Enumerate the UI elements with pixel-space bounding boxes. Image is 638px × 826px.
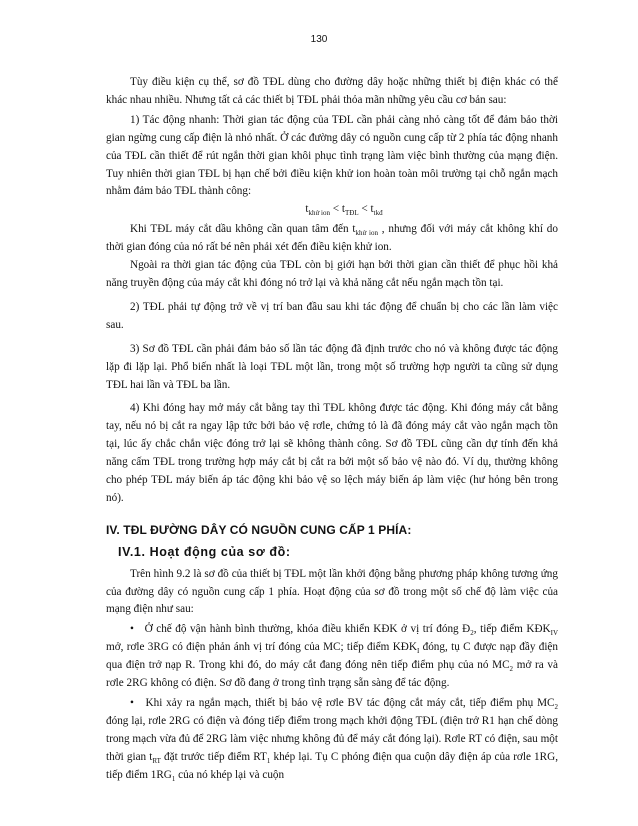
paragraph-requirement-1: 1) Tác động nhanh: Thời gian tác động của TĐL cần phải càng nhỏ càng tốt để đảm bảo thời gian ngừng cung cấp điện là nhỏ nhất. Ở các đường dây có nguồn cung cấp từ 2 phía tác động nhanh của TĐL cần thiết để rút ngắn thời gian khôi phục tình trạng làm việc bình thường của mạng điện. Tuy nhiên thời gian TĐL bị hạn chế bởi điều kiện khử ion hoàn toàn môi trường tại chỗ ngắn mạch nhằm đảm bảo TĐL thành công: xyxy=(106,113,558,198)
bullet-short-circuit: • Khi xảy ra ngắn mạch, thiết bị bảo vệ rơle BV tác động cắt máy cắt, tiếp điểm phụ $MC_2$ đóng lại, rơle 2RG có điện và đóng tiếp điểm trong mạch khởi động TĐL (điện trở R1 hạn chế dòng trong mạch vừa đủ để 2RG làm việc nhưng không đủ để máy cắt đóng lại). Rơle RT có điện, sau một thời gian $t_{RT}$ đặt trước tiếp điểm $RT_1$ khép lại. Tụ C phóng điện qua cuộn dây điện áp của rơle 1RG, tiếp điểm $1RG_1$ của nó khép lại và cuộn xyxy=(106,697,559,783)
page-number: 130 xyxy=(310,34,328,45)
paragraph-requirement-2: 2) TĐL phải tự động trở về vị trí ban đầu sau khi tác động để chuẩn bị cho các lần làm việc sau. xyxy=(106,300,558,331)
paragraph-oil-breaker: Khi TĐL máy cắt dầu không cần quan tâm đến $t_{khử ion}$ , nhưng đối với máy cắt không khí do thời gian đóng của nó rất bé nên phải xét đến điều kiện khử ion. xyxy=(106,223,558,254)
bullet-icon: • xyxy=(130,623,134,636)
section-heading: IV. TĐL ĐƯỜNG DÂY CÓ NGUỒN CUNG CẤP 1 PHÍA: xyxy=(106,522,412,537)
paragraph-requirement-4: 4) Khi đóng hay mở máy cắt bằng tay thì TĐL không được tác động. Khi đóng máy cắt bằng tay, nếu nó bị cắt ra ngay lập tức bởi bảo vệ rơle, chứng tỏ là đã đóng máy cắt vào ngắn mạch tồn tại, lúc ấy chắc chắn việc đóng trở lại sẽ không thành công. Sơ đồ TĐL cũng cần dự tính đến khả năng cấm TĐL trong trường hợp máy cắt bị cắt ra bởi một số bảo vệ nào đó. Ví dụ, thường không cho phép TĐL máy biến áp tác động khi bảo vệ so lệch máy biến áp làm việc (hư hỏng bên trong nó). xyxy=(106,402,558,504)
paragraph-intro: Tùy điều kiện cụ thể, sơ đồ TĐL dùng cho đường dây hoặc những thiết bị điện khác có thể khác nhau nhiều. Nhưng tất cả các thiết bị TĐL phải thỏa mãn những yêu cầu cơ bản sau: xyxy=(106,76,558,106)
paragraph-recovery-time: Ngoài ra thời gian tác động của TĐL còn bị giới hạn bởi thời gian cần thiết để phục hồi khả năng truyền động của máy cắt khi đóng nó trở lại và khả năng cắt nếu ngắn mạch tồn tại. xyxy=(106,259,558,289)
subsection-heading: IV.1. Hoạt động của sơ đồ: xyxy=(118,544,291,559)
formula-time-condition: $t_{khử ion} < t_{TĐL} < t_{tkđ}$ xyxy=(305,203,383,218)
paragraph-requirement-3: 3) Sơ đồ TĐL cần phải đảm bảo số lần tác động đã định trước cho nó và không được tác động lặp đi lặp lại. Phổ biến nhất là loại TĐL một lần, trong một số trường hợp người ta cũng sử dụng TĐL hai lần và TĐL ba lần. xyxy=(106,342,558,391)
page-body xyxy=(106,74,558,787)
paragraph-figure-description: Trên hình 9.2 là sơ đồ của thiết bị TĐL một lần khởi động bằng phương pháp không tương ứng của đường dây có nguồn cung cấp 1 phía. Hoạt động của sơ đồ trong một số chế độ làm việc của mạng điện như sau: xyxy=(106,567,558,616)
bullet-normal-operation: • Ở chế độ vận hành bình thường, khóa điều khiển KĐK ở vị trí đóng $Đ_2$, tiếp điểm $KĐK_{IV}$ mở, rơle 3RG có điện phản ánh vị trí đóng của MC; tiếp điểm $KĐK_I$ đóng, tụ C được nạp đầy điện qua điện trở nạp R. Trong khi đó, do máy cắt đang đóng nên tiếp điểm phụ của nó $MC_2$ mở ra và rơle 2RG không có điện. Sơ đồ đang ở trong tình trạng sẵn sàng để tác động. xyxy=(106,623,558,690)
bullet-icon: • xyxy=(130,697,134,709)
